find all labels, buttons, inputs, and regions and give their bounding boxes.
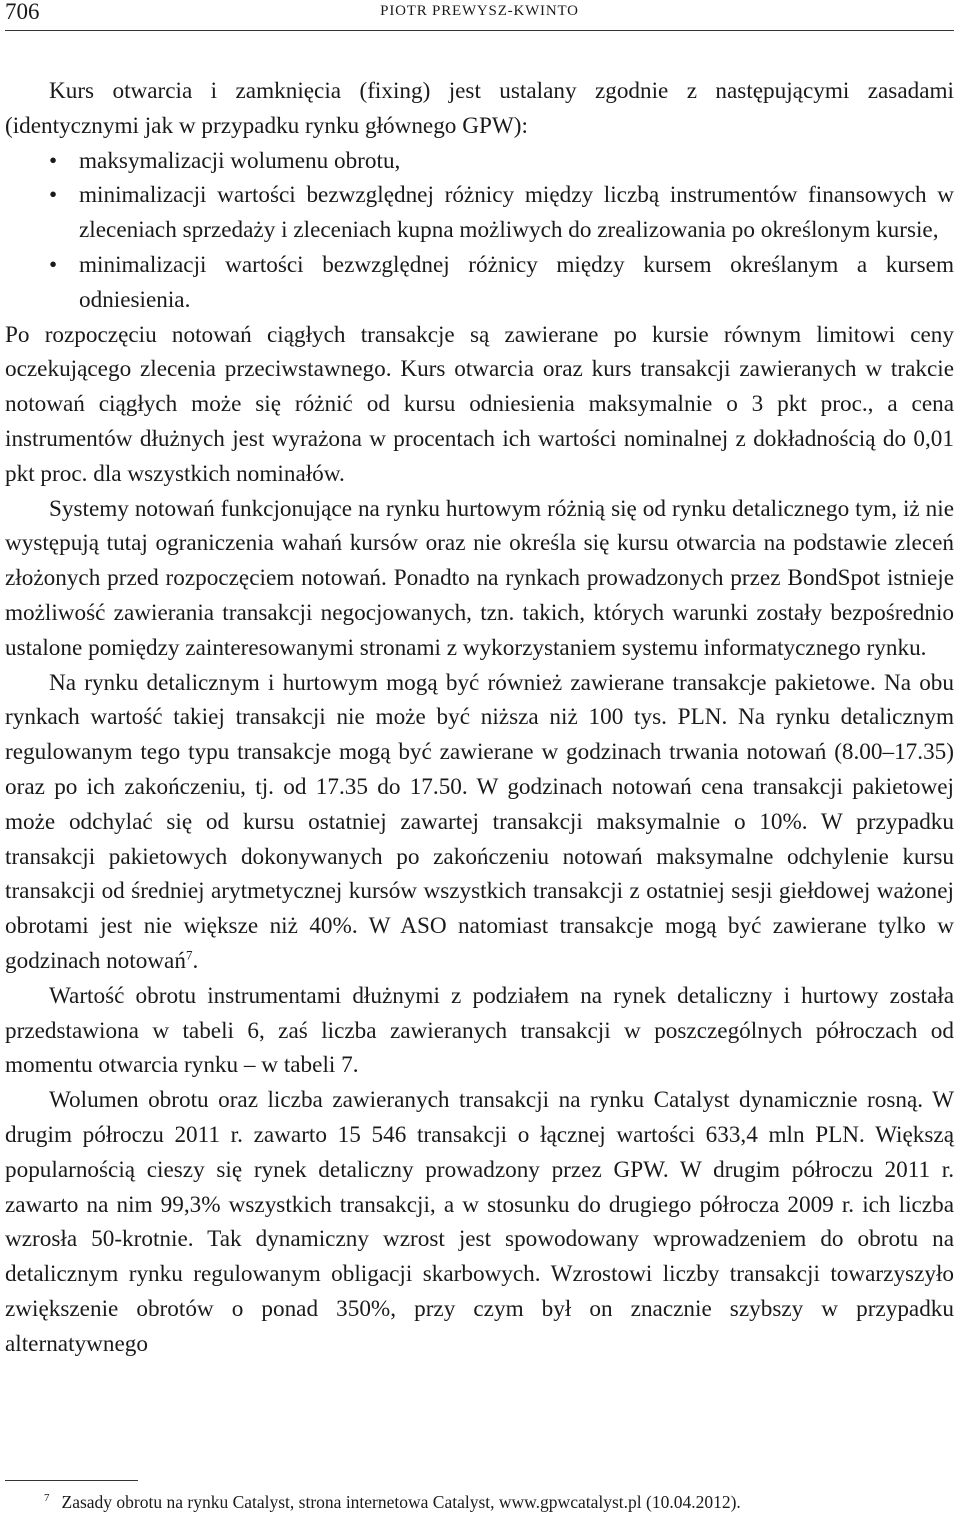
body-text	[5, 74, 954, 1361]
footnote-number: 7	[44, 1492, 50, 1505]
running-title: PIOTR PREWYSZ-KWINTO	[380, 3, 579, 19]
page-number: 706	[5, 0, 40, 24]
footnote-reference: 7	[185, 947, 193, 963]
bullet-list	[5, 144, 954, 318]
paragraph: Po rozpoczęciu notowań ciągłych transakcje są zawierane po kursie równym limitowi ceny oczekującego zlecenia przeciwstawnego. Kurs otwarcia oraz kurs transakcji zawieranych w trakcie notowań ciągłych może się różnić od kursu odniesienia maksymalnie o 3 pkt proc., a cena instrumentów dłużnych jest wyrażona w procentach ich wartości nominalnej z dokładnością do 0,01 pkt proc. dla wszystkich nominałów.	[5, 321, 954, 487]
paragraph-text-end: .	[192, 947, 199, 974]
running-header	[5, 0, 954, 31]
bullet-item: • minimalizacji wartości bezwzględnej różnicy między liczbą instrumentów finansowych w zleceniach sprzedaży i zleceniach kupna możliwych do zrealizowania po określonym kursie,	[79, 178, 954, 248]
footnote-divider	[5, 1480, 138, 1481]
paragraph: Systemy notowań funkcjonujące na rynku hurtowym różnią się od rynku detalicznego tym, iż nie występują tutaj ograniczenia wahań kursów oraz nie określa się kursu otwarcia na podstawie zleceń złożonych przed rozpoczęciem notowań. Ponadto na rynkach prowadzonych przez BondSpot istnieje możliwość zawierania transakcji negocjowanych, tzn. takich, których warunki zostały bezpośrednio ustalone pomiędzy zainteresowanymi stronami z wykorzystaniem systemu informatycznego rynku.	[5, 495, 954, 661]
footnote	[44, 1490, 954, 1514]
paragraph-text: Na rynku detalicznym i hurtowym mogą być również zawierane transakcje pakietowe. Na obu rynkach wartość takiej transakcji nie może być niższa niż 100 tys. PLN. Na rynku detalicznym regulowanym tego typu transakcje mogą być zawierane w godzinach trwania notowań (8.00–17.35) oraz po ich zakończeniu, tj. od 17.35 do 17.50. W godzinach notowań cena transakcji pakietowej może odchylać się od kursu ostatniej zawartej transakcji maksymalnie o 10%. W przypadku transakcji pakietowych dokonywanych po zakończeniu notowań maksymalne odchylenie kursu transakcji od średniej arytmetycznej kursów wszystkich transakcji z ostatniej sesji giełdowej ważonej obrotami jest nie większe niż 40%. W ASO natomiast transakcje mogą być zawierane tylko w godzinach notowań	[5, 669, 954, 974]
paragraph	[5, 666, 954, 979]
paragraph: Wolumen obrotu oraz liczba zawieranych transakcji na rynku Catalyst dynamicznie rosną. W drugim półroczu 2011 r. zawarto 15 546 transakcji o łącznej wartości 633,4 mln PLN. Większą popularnością cieszy się rynek detaliczny prowadzony przez GPW. W drugim półroczu 2011 r. zawarto na nim 99,3% wszystkich transakcji, a w stosunku do drugiego półrocza 2009 r. ich liczba wzrosła 50-krotnie. Tak dynamiczny wzrost jest spowodowany wprowadzeniem do obrotu na detalicznym rynku regulowanym obligacji skarbowych. Wzrostowi liczby transakcji towarzyszyło zwiększenie obrotów o ponad 350%, przy czym był on znacznie szybszy w przypadku alternatywnego	[5, 1087, 954, 1357]
paragraph: Wartość obrotu instrumentami dłużnymi z podziałem na rynek detaliczny i hurtowy została przedstawiona w tabeli 6, zaś liczba zawieranych transakcji w poszczególnych półroczach od momentu otwarcia rynku – w tabeli 7.	[5, 982, 954, 1079]
footnote-text: Zasady obrotu na rynku Catalyst, strona internetowa Catalyst, www.gpwcatalyst.pl (10.04.2012).	[61, 1492, 741, 1512]
paragraph-intro: Kurs otwarcia i zamknięcia (fixing) jest ustalany zgodnie z następującymi zasadami (identycznymi jak w przypadku rynku głównego GPW):	[5, 78, 954, 139]
bullet-item: • maksymalizacji wolumenu obrotu,	[79, 144, 954, 179]
bullet-item: • minimalizacji wartości bezwzględnej różnicy między kursem określanym a kursem odniesienia.	[79, 248, 954, 318]
